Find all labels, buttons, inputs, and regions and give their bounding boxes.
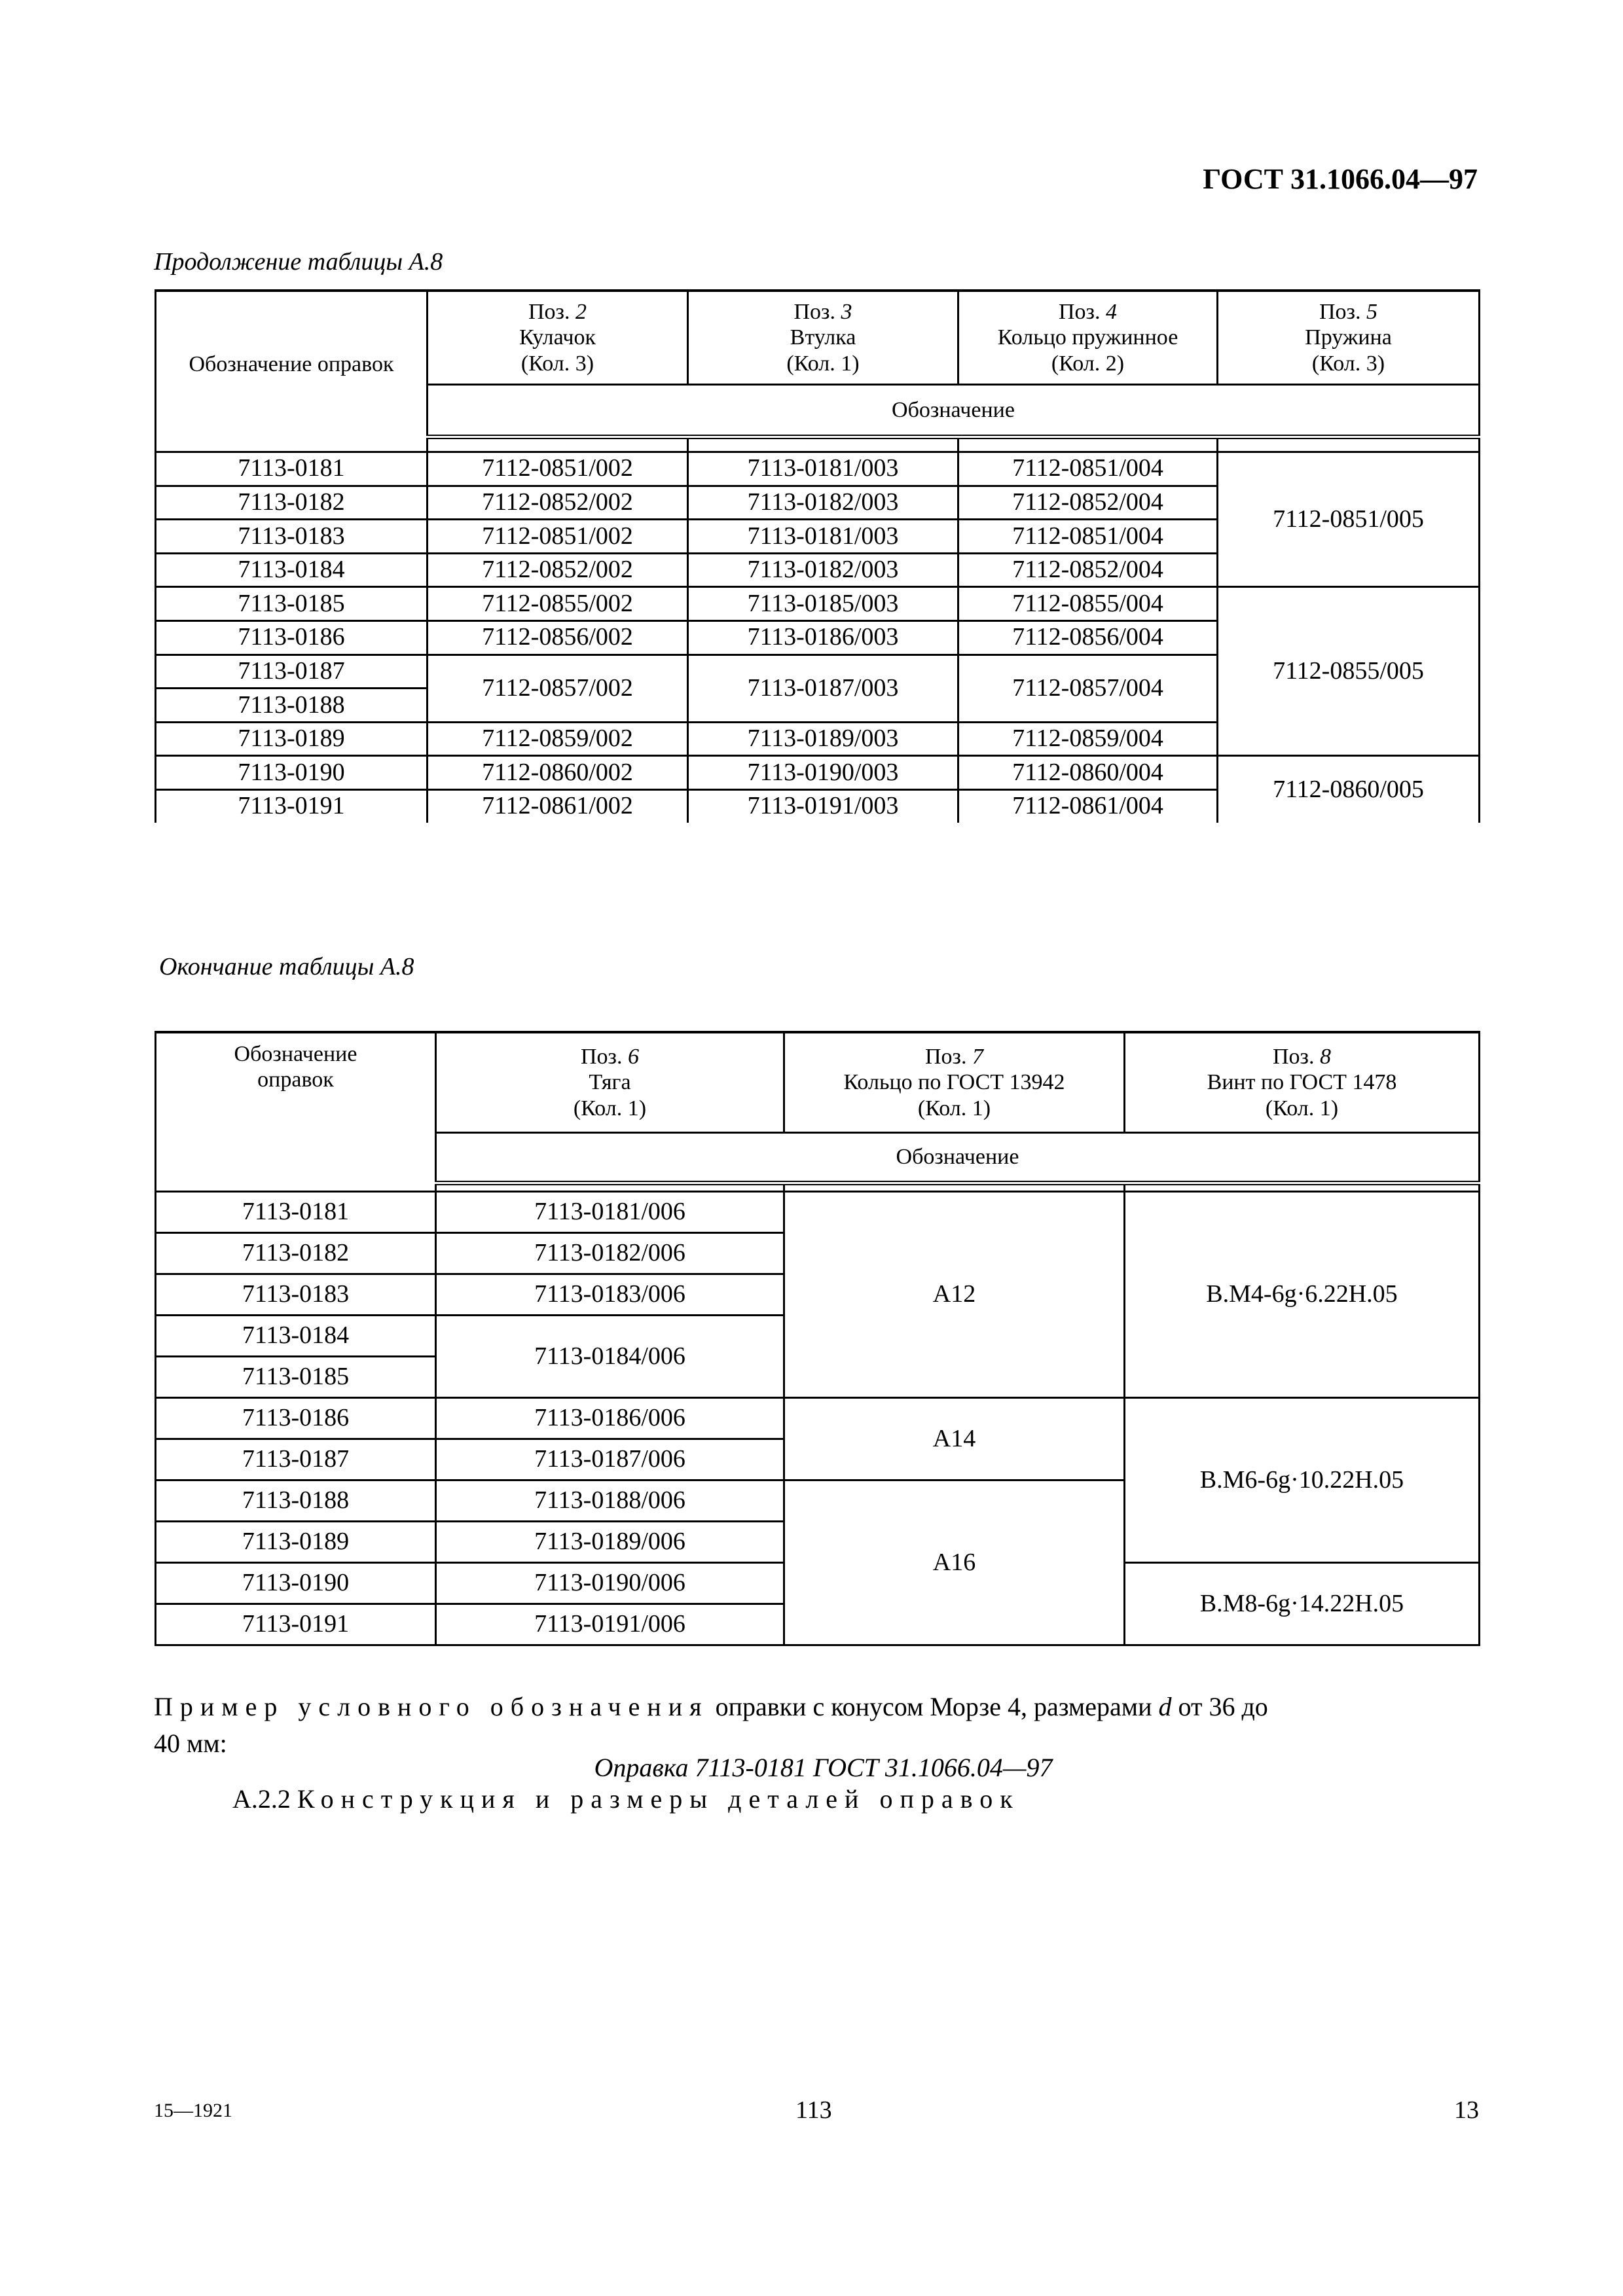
subheader-designation: Обозначение	[436, 1133, 1480, 1183]
table-row: 7113-0182 7112-0852/002 7113-0182/003 7112-0852/004	[156, 486, 1480, 520]
ring-cell: А16	[784, 1480, 1125, 1645]
header-pos7: Поз. 7 Кольцо по ГОСТ 13942 (Кол. 1)	[784, 1032, 1125, 1133]
table-row: 7113-0184 7112-0852/002 7113-0182/003 7112-0852/004	[156, 553, 1480, 587]
ring-cell: А12	[784, 1192, 1125, 1398]
table-row: 7113-0183 7113-0183/006	[156, 1274, 1480, 1316]
ring-cell: А14	[784, 1398, 1125, 1480]
header-pos5: Поз. 5 Пружина (Кол. 3)	[1218, 291, 1480, 385]
table-row: 7113-0191 7113-0191/006	[156, 1604, 1480, 1645]
table-row: 7113-0186 7112-0856/002 7113-0186/003 7112-0856/004	[156, 620, 1480, 655]
table-row: 7113-0185 7112-0855/002 7113-0185/003 7112-0855/004 7112-0855/005	[156, 587, 1480, 621]
header-pos6: Поз. 6 Тяга (Кол. 1)	[436, 1032, 784, 1133]
section-heading: А.2.2 Конструкция и размеры деталей оправок	[232, 1784, 1020, 1814]
designation-example-paragraph: Пример условного обозначения оправки с конусом Морзе 4, размерами d от 36 до 40 мм:	[154, 1692, 1268, 1758]
example-spaced-term: Пример условного обозначения	[154, 1692, 709, 1721]
screw-cell: В.М8-6g·14.22Н.05	[1125, 1563, 1480, 1645]
table-row: 7113-0187 7113-0187/006	[156, 1439, 1480, 1480]
table-row: 7113-0186 7113-0186/006 А14 В.М6-6g·10.22Н.05	[156, 1398, 1480, 1439]
table-row: 7113-0183 7112-0851/002 7113-0181/003 7112-0851/004	[156, 520, 1480, 554]
spring-cell: 7112-0860/005	[1218, 756, 1480, 823]
screw-cell: В.М6-6g·10.22Н.05	[1125, 1398, 1480, 1563]
table-end-a8	[155, 1031, 1480, 1646]
table-row: 7113-0189 7112-0859/002 7113-0189/003 7112-0859/004	[156, 722, 1480, 756]
table-row: 7113-0187 7112-0857/002 7113-0187/003 7112-0857/004	[156, 655, 1480, 689]
table1-caption: Продолжение таблицы А.8	[154, 248, 443, 276]
footer-page-number-right: 13	[1454, 2096, 1479, 2124]
footer-page-number-center: 113	[795, 2096, 832, 2124]
table-row: 7113-0182 7113-0182/006	[156, 1233, 1480, 1274]
header-pos2: Поз. 2 Кулачок (Кол. 3)	[428, 291, 688, 385]
header-mandrel-designation: Обозначение оправок	[156, 291, 428, 437]
table-row: 7113-0191 7112-0861/002 7113-0191/003 7112-0861/004	[156, 789, 1480, 822]
table-row: 7113-0190 7113-0190/006 В.М8-6g·14.22Н.05	[156, 1563, 1480, 1604]
table-row: 7113-0190 7112-0860/002 7113-0190/003 7112-0860/004 7112-0860/005	[156, 756, 1480, 790]
header-pos3: Поз. 3 Втулка (Кол. 1)	[688, 291, 958, 385]
spring-cell: 7112-0855/005	[1218, 587, 1480, 756]
table-row: 7113-0189 7113-0189/006	[156, 1522, 1480, 1563]
table-row: 7113-0188 7113-0188/006 А16	[156, 1480, 1480, 1522]
table-row: 7113-0185	[156, 1357, 1480, 1398]
dimension-symbol: d	[1158, 1692, 1172, 1721]
header-mandrel-designation: Обозначение оправок	[156, 1032, 436, 1183]
table2-caption: Окончание таблицы А.8	[159, 953, 414, 980]
spring-cell: 7112-0851/005	[1218, 452, 1480, 587]
subheader-designation: Обозначение	[428, 385, 1480, 437]
table-row: 7113-0188	[156, 689, 1480, 723]
header-pos4: Поз. 4 Кольцо пружинное (Кол. 2)	[958, 291, 1218, 385]
table-row: 7113-0181 7112-0851/002 7113-0181/003 7112-0851/004 7112-0851/005	[156, 452, 1480, 486]
screw-cell: В.М4-6g·6.22Н.05	[1125, 1192, 1480, 1398]
example-designation: Оправка 7113-0181 ГОСТ 31.1066.04—97	[594, 1753, 1053, 1782]
document-standard-number: ГОСТ 31.1066.04—97	[1203, 163, 1478, 195]
table-continuation-a8	[155, 289, 1480, 823]
header-pos8: Поз. 8 Винт по ГОСТ 1478 (Кол. 1)	[1125, 1032, 1480, 1133]
table-row: 7113-0184 7113-0184/006	[156, 1316, 1480, 1357]
footer-print-code: 15—1921	[154, 2100, 232, 2121]
table-row: 7113-0181 7113-0181/006 А12 В.М4-6g·6.22Н.05	[156, 1192, 1480, 1233]
